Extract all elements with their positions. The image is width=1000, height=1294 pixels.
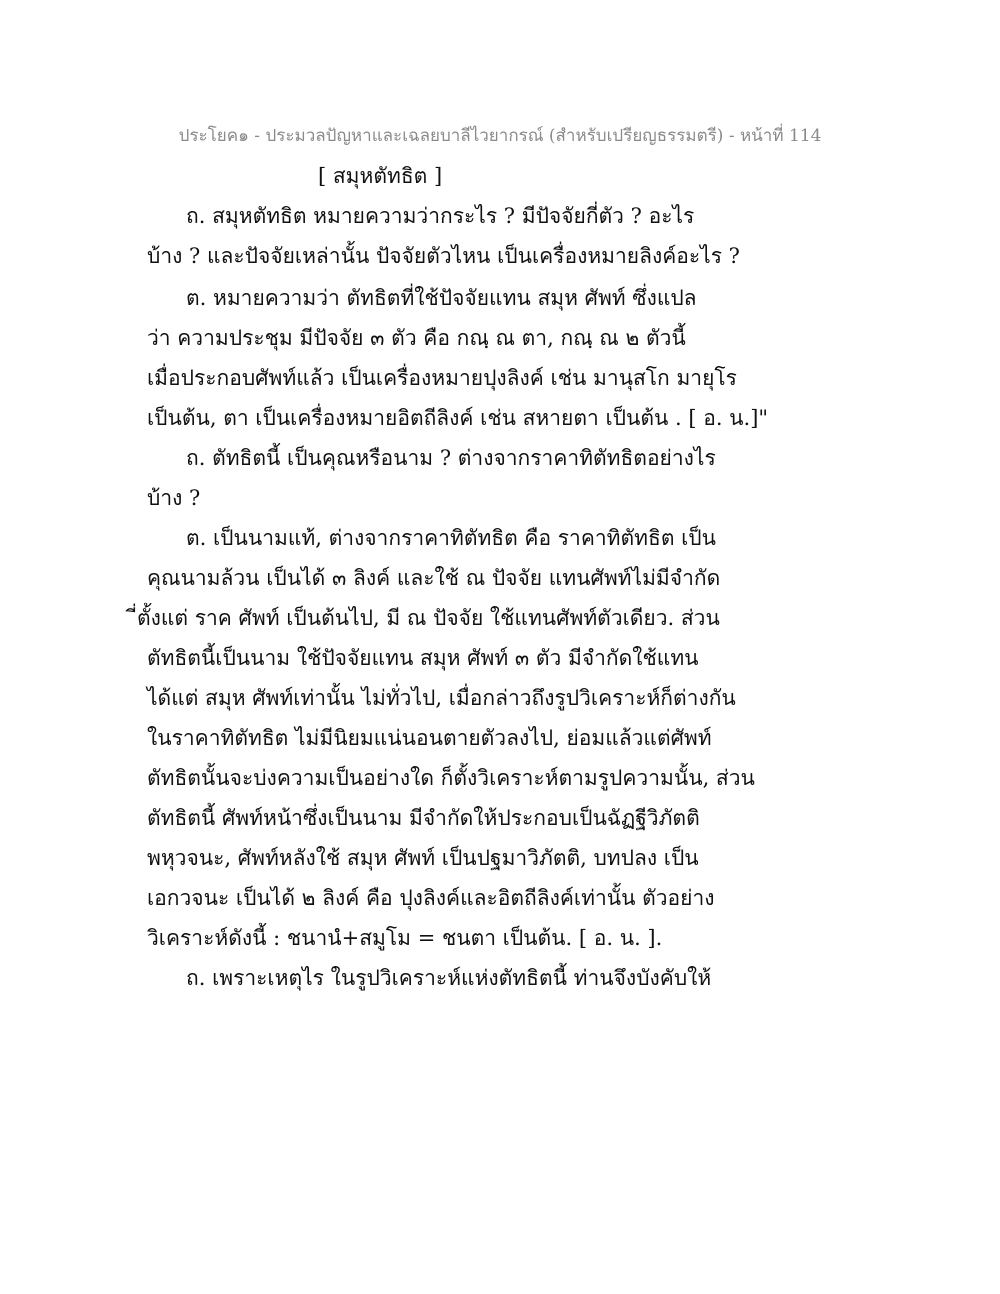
text-line: บ้าง ? bbox=[147, 486, 201, 510]
text-line: ถ. สมุหตัทธิต หมายความว่ากระไร ? มีปัจจัยกี่ตัว ? อะไร bbox=[186, 204, 695, 228]
page-header: ประโยค๑ - ประมวลปัญหาและเฉลยบาลีไวยากรณ์ (สำหรับเปรียญธรรมตรี) - หน้าที่ 114 bbox=[178, 126, 822, 146]
text-line: เป็นต้น, ตา เป็นเครื่องหมายอิตถีลิงค์ เช่น สหายตา เป็นต้น . [ อ. น.]" bbox=[147, 406, 769, 430]
text-line: ว่า ความประชุม มีปัจจัย ๓ ตัว คือ กณฺ ณ ตา, กณฺ ณ ๒ ตัวนี้ bbox=[147, 326, 686, 350]
text-line: ตัทธิตนี้ ศัพท์หน้าซึ่งเป็นนาม มีจำกัดให้ประกอบเป็นฉัฏฐีวิภัตติ bbox=[147, 806, 700, 830]
text-line: บ้าง ? และปัจจัยเหล่านั้น ปัจจัยตัวไหน เป็นเครื่องหมายลิงค์อะไร ? bbox=[147, 244, 740, 268]
text-line: คุณนามล้วน เป็นได้ ๓ ลิงค์ และใช้ ณ ปัจจัย แทนศัพท์ไม่มีจำกัด bbox=[147, 566, 721, 590]
text-line: พหุวจนะ, ศัพท์หลังใช้ สมุห ศัพท์ เป็นปฐมาวิภัตติ, บทปลง เป็น bbox=[147, 846, 699, 870]
text-line: ต. เป็นนามแท้, ต่างจากราคาทิตัทธิต คือ ราคาทิตัทธิต เป็น bbox=[186, 526, 716, 550]
text-line: ต. หมายความว่า ตัทธิตที่ใช้ปัจจัยแทน สมุห ศัพท์ ซึ่งแปล bbox=[186, 286, 697, 310]
text-line: ตัทธิตนั้นจะบ่งความเป็นอย่างใด ก็ตั้งวิเคราะห์ตามรูปความนั้น, ส่วน bbox=[147, 766, 755, 790]
text-line: ในราคาทิตัทธิต ไม่มีนิยมแน่นอนตายตัวลงไป, ย่อมแล้วแต่ศัพท์ bbox=[147, 726, 712, 750]
text-line: ตัทธิตนี้เป็นนาม ใช้ปัจจัยแทน สมุห ศัพท์ ๓ ตัว มีจำกัดใช้แทน bbox=[147, 646, 699, 670]
text-line: เมื่อประกอบศัพท์แล้ว เป็นเครื่องหมายปุงลิงค์ เช่น มานุสโก มายุโร bbox=[147, 366, 737, 390]
text-line: ได้แต่ สมุห ศัพท์เท่านั้น ไม่ทั่วไป, เมื่อกล่าวถึงรูปวิเคราะห์ก็ต่างกัน bbox=[147, 686, 736, 710]
text-line: ถ. ตัทธิตนี้ เป็นคุณหรือนาม ? ต่างจากราคาทิตัทธิตอย่างไร bbox=[186, 446, 716, 470]
text-line: เอกวจนะ เป็นได้ ๒ ลิงค์ คือ ปุงลิงค์และอิตถีลิงค์เท่านั้น ตัวอย่าง bbox=[147, 886, 715, 910]
text-line: วิเคราะห์ดังนี้ : ชนานํ+สมูโม = ชนตา เป็นต้น. [ อ. น. ]. bbox=[147, 926, 663, 950]
section-title: [ สมุหตัทธิต ] bbox=[318, 164, 443, 188]
text-line: ี่ตั้งแต่ ราค ศัพท์ เป็นต้นไป, มี ณ ปัจจัย ใช้แทนศัพท์ตัวเดียว. ส่วน bbox=[137, 606, 720, 630]
text-line: ถ. เพราะเหตุไร ในรูปวิเคราะห์แห่งตัทธิตนี้ ท่านจึงบังคับให้ bbox=[186, 966, 712, 990]
